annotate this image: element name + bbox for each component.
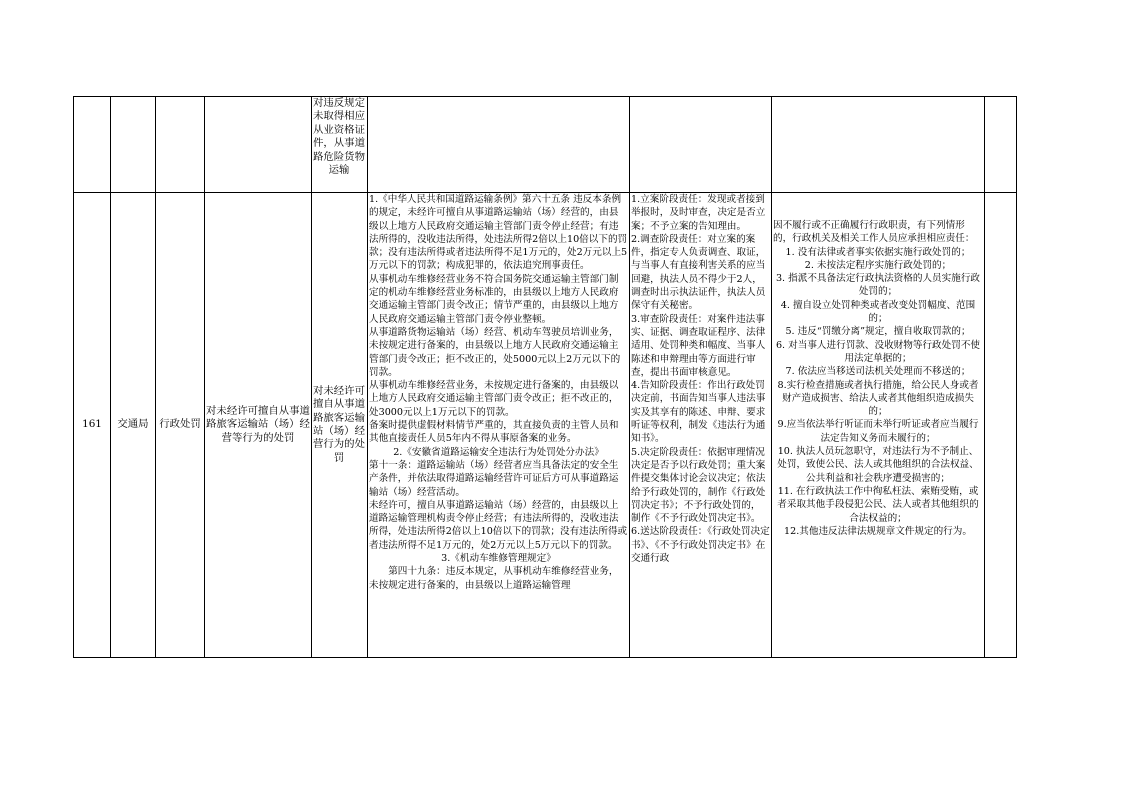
- basis-paragraph: 备案时提供虚假材料情节严重的，其直接负责的主管人员和其他直接责任人员5年内不得从事原备案的业务。: [369, 420, 619, 445]
- basis-heading: 2.《安徽省道路运输安全违法行为处罚处分办法》: [393, 446, 604, 458]
- responsibility-item: 5.决定阶段责任：依据审理情况决定是否予以行政处罚；重大案件提交集体讨论会议决定；依法给予行政处罚的，制作《行政处罚决定书》；不予行政处罚的，制作《不予行政处罚决定书》。: [631, 446, 766, 525]
- accountability-item: 3. 指派不具备法定行政执法资格的人员实施行政处罚的；: [775, 273, 981, 298]
- basis-paragraph: 1.《中华人民共和国道路运输条例》第六十五条 违反本条例的规定，未经许可擅自从事道路运输站（场）经营的，由县级以上地方人民政府交通运输主管部门责令停止经营；有违法所得的，没收违法所得，处违法所得2倍以上10倍以下的罚款；没有违法所得或者违法所得不足1万元的，处2万元以上5万元以下的罚款；构成犯罪的，依法追究刑事责任。: [369, 194, 628, 272]
- col-border: [629, 96, 630, 658]
- row-dept: [111, 193, 155, 657]
- accountability-item: 8.实行检查措施或者执行措施，给公民人身或者财产造成损害、给法人或者其他组织造成损失的；: [777, 379, 979, 418]
- basis-paragraph: 未经许可，擅自从事道路运输站（场）经营的，由县级以上道路运输管理机构责令停止经营；有违法所得的，没收违法所得，处违法所得2倍以上10倍以下的罚款；没有违法所得或者违法所得不足1万元的，处2万元以上5万元以下的罚款。: [369, 499, 628, 551]
- sub-item-name: 对未经许可擅自从事道路旅客运输站（场）经营行为的处罚: [313, 384, 365, 464]
- accountability-item: 2. 未按法定程序实施行政处罚的；: [804, 259, 952, 271]
- accountability-item: 6. 对当事人进行罚款、没收财物等行政处罚不使用法定单据的；: [775, 339, 981, 364]
- accountability-item: 7. 依法应当移送司法机关处理而不移送的；: [785, 366, 971, 378]
- responsibility-item: 3.审查阶段责任：对案件违法事实、证据、调查取证程序、法律适用、处罚种类和幅度、当事人陈述和申辩理由等方面进行审查，提出书面审核意见。: [631, 313, 766, 378]
- dept-name: 交通局: [117, 418, 149, 431]
- basis-paragraph: 第四十九条：违反本规定，从事机动车维修经营业务，未按规定进行备案的，由县级以上道路运输管理: [369, 566, 619, 591]
- responsibility-item: 2.调查阶段责任：对立案的案件，指定专人负责调查、取证，与当事人有直接利害关系的应当回避，执法人员不得少于2人，调查时出示执法证件，执法人员保守有关秘密。: [631, 233, 766, 312]
- accountability-item: 11. 在行政执法工作中徇私枉法、索贿受贿，或者采取其他手段侵犯公民、法人或者其他组织的合法权益的；: [777, 485, 979, 524]
- accountability-list: [773, 219, 983, 657]
- row-seq: [74, 193, 110, 657]
- basis-paragraph: 从事机动车维修经营业务不符合国务院交通运输主管部门制定的机动车维修经营业务标准的，由县级以上地方人民政府交通运输主管部门责令改正；情节严重的，由县级以上地方人民政府交通运输主管部门责令停业整顿。: [369, 273, 619, 325]
- basis-heading: 3.《机动车维修管理规定》: [441, 553, 556, 565]
- table-bottom-border: [73, 657, 1017, 658]
- basis-paragraph: 第十一条：道路运输站（场）经营者应当具备法定的安全生产条件，并依法取得道路运输经营许可证后方可从事道路运输站（场）经营活动。: [369, 459, 619, 498]
- power-type: 行政处罚: [159, 418, 201, 431]
- responsibility-item: 4.告知阶段责任：作出行政处罚决定前，书面告知当事人违法事实及其享有的陈述、申辩、要求听证等权利，制发《违法行为通知书》。: [631, 380, 766, 445]
- accountability-item: 1. 没有法律或者事实依据实施行政处罚的；: [785, 246, 971, 258]
- col-border: [311, 96, 312, 658]
- col-border: [204, 96, 205, 658]
- basis-paragraph: 从事机动车维修经营业务，未按规定进行备案的，由县级以上地方人民政府交通运输主管部门责令改正；拒不改正的，处3000元以上1万元以下的罚款。: [369, 380, 619, 418]
- accountability-item: 12.其他违反法律法规规章文件规定的行为。: [784, 525, 972, 537]
- item-name: 对未经许可擅自从事道路旅客运输站（场）经营等行为的处罚: [206, 404, 310, 444]
- remarks-cell: [985, 193, 1016, 657]
- col-border: [367, 96, 368, 658]
- row-type: [156, 193, 204, 657]
- responsibility-item: 6.送达阶段责任：《行政处罚决定书》、《不予行政处罚决定书》在交通行政: [631, 526, 770, 565]
- responsibility-item: 1.立案阶段责任：发现或者接到举报时，及时审查，决定是否立案；不予立案的告知理由。: [631, 194, 766, 232]
- accountability-intro: 因不履行或不正确履行行政职责，有下列情形的，行政机关及相关工作人员应承担相应责任：: [773, 220, 975, 245]
- seq-number: 161: [82, 418, 102, 431]
- basis-paragraph: 从事道路货物运输站（场）经营、机动车驾驶员培训业务，未按规定进行备案的，由县级以上地方人民政府交通运输主管部门责令改正；拒不改正的，处5000元以上2万元以下的罚款。: [369, 326, 621, 378]
- accountability-item: 9.应当依法举行听证而未举行听证或者应当履行法定告知义务而未履行的；: [777, 419, 979, 444]
- prev-row-sub-item: [313, 97, 365, 192]
- prev-sub-item-text: 对违反规定未取得相应从业资格证件，从事道路危险货物运输: [313, 97, 365, 177]
- col-border: [1016, 96, 1017, 658]
- accountability-item: 5. 违反“罚缴分离”规定，擅自收取罚款的；: [785, 326, 971, 338]
- row-sub-item: [313, 193, 365, 657]
- row-item-name: [206, 193, 310, 657]
- col-border: [771, 96, 772, 658]
- legal-basis: [369, 193, 628, 657]
- table-top-border: [73, 96, 1017, 97]
- accountability-item: 4. 擅自设立处罚种类或者改变处罚幅度、范围的；: [780, 299, 976, 325]
- responsibility-steps: [631, 193, 770, 657]
- accountability-item: 10. 执法人员玩忽职守，对违法行为不予制止、处罚，致使公民、法人或其他组织的合法权益、公共利益和社会秩序遭受损害的；: [777, 446, 979, 484]
